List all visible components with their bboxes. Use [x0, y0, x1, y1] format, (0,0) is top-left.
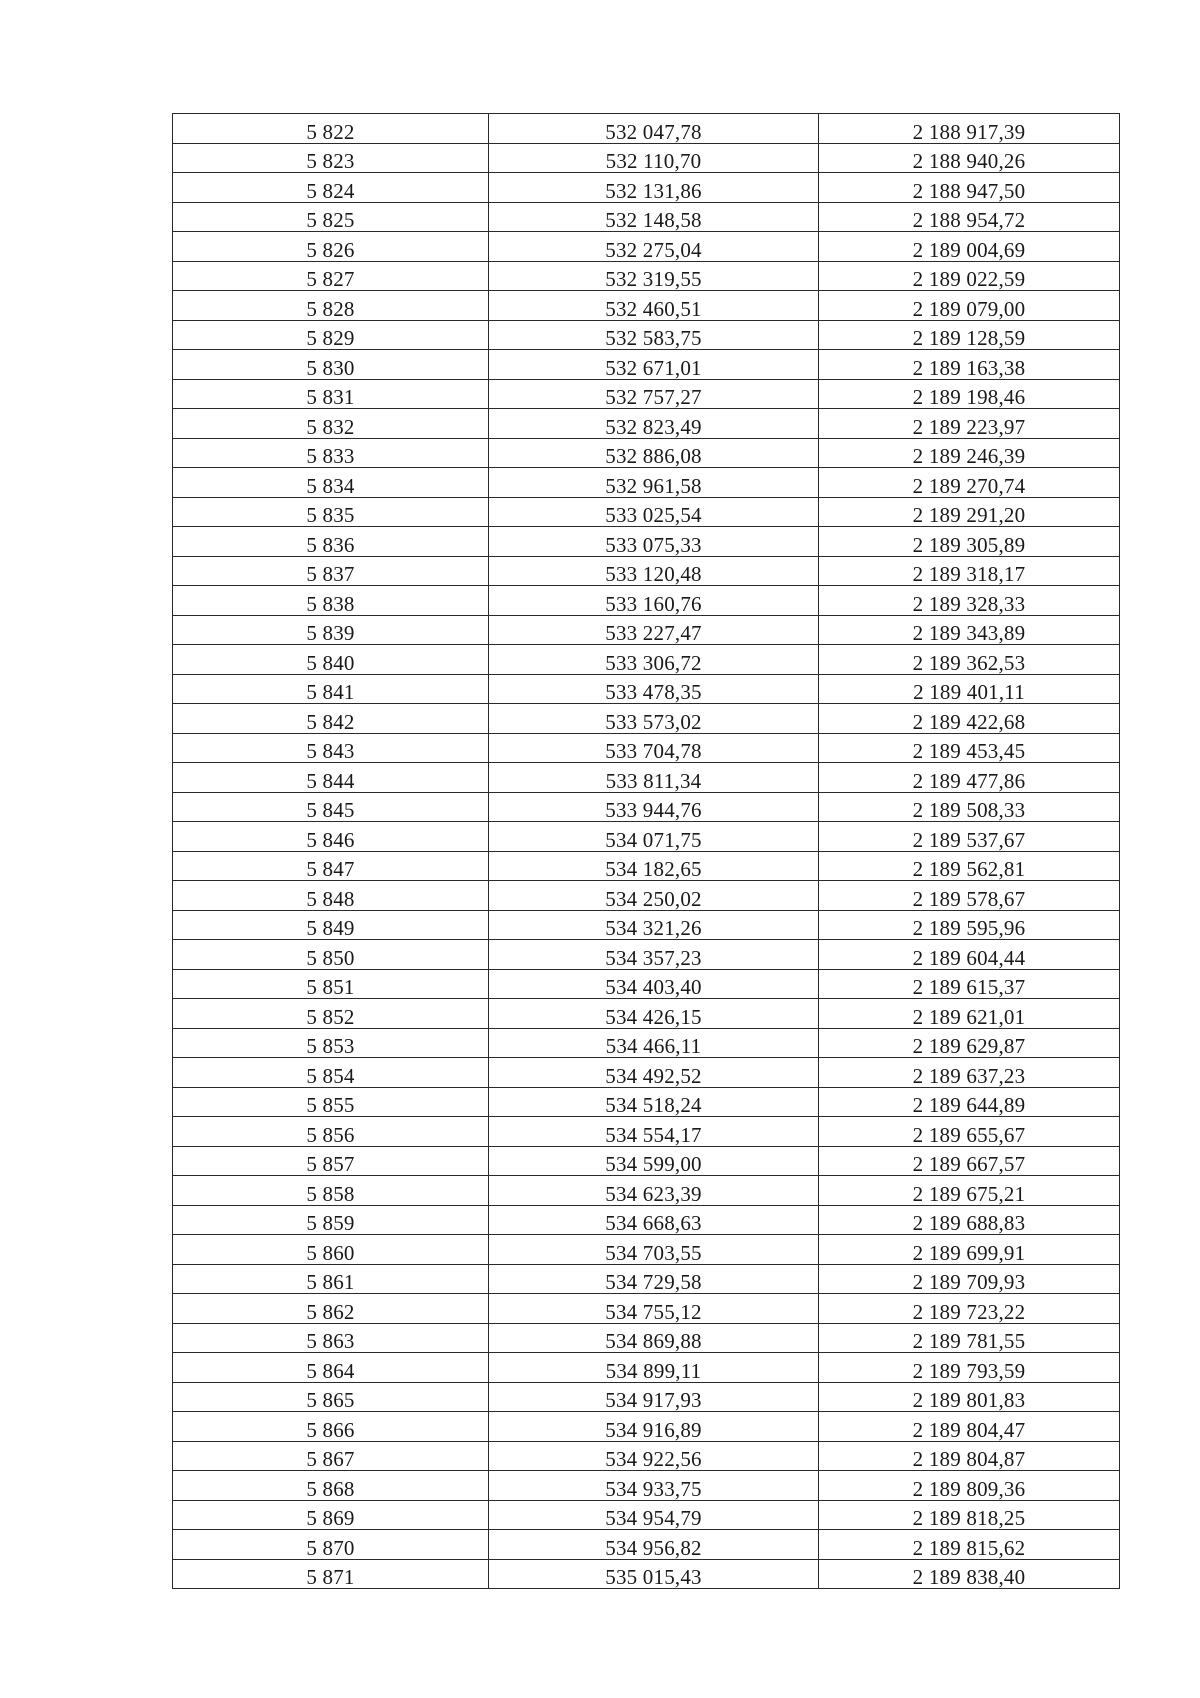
x-coordinate-cell: 534 518,24	[489, 1087, 819, 1117]
table-row	[173, 1382, 1120, 1412]
table-row	[173, 202, 1120, 232]
point-number-cell: 5 822	[173, 114, 489, 144]
x-coordinate-cell: 533 944,76	[489, 792, 819, 822]
point-number-cell: 5 842	[173, 704, 489, 734]
x-coordinate-cell: 534 492,52	[489, 1058, 819, 1088]
table-row	[173, 792, 1120, 822]
x-coordinate-cell: 532 047,78	[489, 114, 819, 144]
point-number-cell: 5 833	[173, 438, 489, 468]
x-coordinate-cell: 534 403,40	[489, 969, 819, 999]
table-row	[173, 1235, 1120, 1265]
point-number-cell: 5 870	[173, 1530, 489, 1560]
point-number-cell: 5 828	[173, 291, 489, 321]
table-row	[173, 674, 1120, 704]
y-coordinate-cell: 2 189 422,68	[819, 704, 1120, 734]
x-coordinate-cell: 534 357,23	[489, 940, 819, 970]
point-number-cell: 5 852	[173, 999, 489, 1029]
y-coordinate-cell: 2 189 270,74	[819, 468, 1120, 498]
point-number-cell: 5 837	[173, 556, 489, 586]
table-row	[173, 1058, 1120, 1088]
table-row	[173, 910, 1120, 940]
y-coordinate-cell: 2 189 578,67	[819, 881, 1120, 911]
table-row	[173, 733, 1120, 763]
y-coordinate-cell: 2 189 709,93	[819, 1264, 1120, 1294]
table-row	[173, 763, 1120, 793]
table-row	[173, 350, 1120, 380]
table-row	[173, 173, 1120, 203]
y-coordinate-cell: 2 189 198,46	[819, 379, 1120, 409]
table-row	[173, 409, 1120, 439]
table-row	[173, 379, 1120, 409]
y-coordinate-cell: 2 189 328,33	[819, 586, 1120, 616]
x-coordinate-cell: 532 961,58	[489, 468, 819, 498]
point-number-cell: 5 848	[173, 881, 489, 911]
y-coordinate-cell: 2 189 537,67	[819, 822, 1120, 852]
y-coordinate-cell: 2 189 318,17	[819, 556, 1120, 586]
point-number-cell: 5 851	[173, 969, 489, 999]
table-row	[173, 1264, 1120, 1294]
x-coordinate-cell: 533 704,78	[489, 733, 819, 763]
point-number-cell: 5 841	[173, 674, 489, 704]
table-row	[173, 291, 1120, 321]
y-coordinate-cell: 2 189 343,89	[819, 615, 1120, 645]
x-coordinate-cell: 534 466,11	[489, 1028, 819, 1058]
point-number-cell: 5 863	[173, 1323, 489, 1353]
y-coordinate-cell: 2 189 804,87	[819, 1441, 1120, 1471]
table-row	[173, 1441, 1120, 1471]
x-coordinate-cell: 534 933,75	[489, 1471, 819, 1501]
table-row	[173, 232, 1120, 262]
point-number-cell: 5 861	[173, 1264, 489, 1294]
y-coordinate-cell: 2 189 022,59	[819, 261, 1120, 291]
table-row	[173, 497, 1120, 527]
x-coordinate-cell: 534 426,15	[489, 999, 819, 1029]
point-number-cell: 5 827	[173, 261, 489, 291]
table-row	[173, 1559, 1120, 1589]
y-coordinate-cell: 2 189 838,40	[819, 1559, 1120, 1589]
x-coordinate-cell: 532 148,58	[489, 202, 819, 232]
coordinates-table-body	[173, 114, 1120, 1589]
y-coordinate-cell: 2 189 793,59	[819, 1353, 1120, 1383]
table-row	[173, 1117, 1120, 1147]
table-row	[173, 1205, 1120, 1235]
y-coordinate-cell: 2 188 954,72	[819, 202, 1120, 232]
table-row	[173, 1353, 1120, 1383]
point-number-cell: 5 835	[173, 497, 489, 527]
table-row	[173, 527, 1120, 557]
table-row	[173, 940, 1120, 970]
table-row	[173, 468, 1120, 498]
y-coordinate-cell: 2 189 604,44	[819, 940, 1120, 970]
x-coordinate-cell: 535 015,43	[489, 1559, 819, 1589]
point-number-cell: 5 849	[173, 910, 489, 940]
table-row	[173, 1500, 1120, 1530]
y-coordinate-cell: 2 189 809,36	[819, 1471, 1120, 1501]
point-number-cell: 5 824	[173, 173, 489, 203]
x-coordinate-cell: 534 599,00	[489, 1146, 819, 1176]
x-coordinate-cell: 534 869,88	[489, 1323, 819, 1353]
x-coordinate-cell: 532 131,86	[489, 173, 819, 203]
y-coordinate-cell: 2 189 644,89	[819, 1087, 1120, 1117]
y-coordinate-cell: 2 189 688,83	[819, 1205, 1120, 1235]
x-coordinate-cell: 534 954,79	[489, 1500, 819, 1530]
x-coordinate-cell: 533 227,47	[489, 615, 819, 645]
point-number-cell: 5 850	[173, 940, 489, 970]
x-coordinate-cell: 534 668,63	[489, 1205, 819, 1235]
y-coordinate-cell: 2 188 917,39	[819, 114, 1120, 144]
y-coordinate-cell: 2 189 667,57	[819, 1146, 1120, 1176]
table-row	[173, 645, 1120, 675]
x-coordinate-cell: 533 025,54	[489, 497, 819, 527]
y-coordinate-cell: 2 189 401,11	[819, 674, 1120, 704]
y-coordinate-cell: 2 189 562,81	[819, 851, 1120, 881]
x-coordinate-cell: 534 755,12	[489, 1294, 819, 1324]
y-coordinate-cell: 2 189 629,87	[819, 1028, 1120, 1058]
table-row	[173, 114, 1120, 144]
x-coordinate-cell: 533 120,48	[489, 556, 819, 586]
y-coordinate-cell: 2 189 655,67	[819, 1117, 1120, 1147]
point-number-cell: 5 865	[173, 1382, 489, 1412]
table-row	[173, 1323, 1120, 1353]
y-coordinate-cell: 2 189 818,25	[819, 1500, 1120, 1530]
table-row	[173, 1146, 1120, 1176]
y-coordinate-cell: 2 189 621,01	[819, 999, 1120, 1029]
table-row	[173, 1294, 1120, 1324]
point-number-cell: 5 853	[173, 1028, 489, 1058]
x-coordinate-cell: 533 573,02	[489, 704, 819, 734]
point-number-cell: 5 856	[173, 1117, 489, 1147]
table-row	[173, 999, 1120, 1029]
coordinates-table	[172, 113, 1120, 1589]
table-row	[173, 1412, 1120, 1442]
point-number-cell: 5 838	[173, 586, 489, 616]
table-row	[173, 615, 1120, 645]
table-row	[173, 704, 1120, 734]
table-row	[173, 261, 1120, 291]
x-coordinate-cell: 534 729,58	[489, 1264, 819, 1294]
x-coordinate-cell: 533 306,72	[489, 645, 819, 675]
y-coordinate-cell: 2 189 246,39	[819, 438, 1120, 468]
x-coordinate-cell: 532 275,04	[489, 232, 819, 262]
point-number-cell: 5 834	[173, 468, 489, 498]
y-coordinate-cell: 2 189 699,91	[819, 1235, 1120, 1265]
x-coordinate-cell: 534 321,26	[489, 910, 819, 940]
y-coordinate-cell: 2 189 004,69	[819, 232, 1120, 262]
y-coordinate-cell: 2 189 079,00	[819, 291, 1120, 321]
y-coordinate-cell: 2 189 595,96	[819, 910, 1120, 940]
x-coordinate-cell: 534 623,39	[489, 1176, 819, 1206]
y-coordinate-cell: 2 188 947,50	[819, 173, 1120, 203]
y-coordinate-cell: 2 189 291,20	[819, 497, 1120, 527]
table-row	[173, 1530, 1120, 1560]
table-row	[173, 1471, 1120, 1501]
x-coordinate-cell: 532 671,01	[489, 350, 819, 380]
point-number-cell: 5 830	[173, 350, 489, 380]
x-coordinate-cell: 534 922,56	[489, 1441, 819, 1471]
point-number-cell: 5 857	[173, 1146, 489, 1176]
point-number-cell: 5 858	[173, 1176, 489, 1206]
point-number-cell: 5 832	[173, 409, 489, 439]
point-number-cell: 5 845	[173, 792, 489, 822]
point-number-cell: 5 844	[173, 763, 489, 793]
table-row	[173, 851, 1120, 881]
x-coordinate-cell: 534 554,17	[489, 1117, 819, 1147]
x-coordinate-cell: 532 823,49	[489, 409, 819, 439]
x-coordinate-cell: 534 182,65	[489, 851, 819, 881]
point-number-cell: 5 823	[173, 143, 489, 173]
x-coordinate-cell: 532 886,08	[489, 438, 819, 468]
y-coordinate-cell: 2 189 804,47	[819, 1412, 1120, 1442]
x-coordinate-cell: 534 916,89	[489, 1412, 819, 1442]
x-coordinate-cell: 533 811,34	[489, 763, 819, 793]
point-number-cell: 5 846	[173, 822, 489, 852]
point-number-cell: 5 836	[173, 527, 489, 557]
point-number-cell: 5 867	[173, 1441, 489, 1471]
point-number-cell: 5 866	[173, 1412, 489, 1442]
point-number-cell: 5 854	[173, 1058, 489, 1088]
point-number-cell: 5 868	[173, 1471, 489, 1501]
x-coordinate-cell: 534 703,55	[489, 1235, 819, 1265]
point-number-cell: 5 869	[173, 1500, 489, 1530]
point-number-cell: 5 860	[173, 1235, 489, 1265]
x-coordinate-cell: 532 583,75	[489, 320, 819, 350]
y-coordinate-cell: 2 189 305,89	[819, 527, 1120, 557]
y-coordinate-cell: 2 189 801,83	[819, 1382, 1120, 1412]
x-coordinate-cell: 532 110,70	[489, 143, 819, 173]
table-row	[173, 881, 1120, 911]
point-number-cell: 5 825	[173, 202, 489, 232]
table-row	[173, 438, 1120, 468]
y-coordinate-cell: 2 189 815,62	[819, 1530, 1120, 1560]
y-coordinate-cell: 2 189 723,22	[819, 1294, 1120, 1324]
y-coordinate-cell: 2 189 477,86	[819, 763, 1120, 793]
table-row	[173, 143, 1120, 173]
x-coordinate-cell: 534 956,82	[489, 1530, 819, 1560]
x-coordinate-cell: 533 478,35	[489, 674, 819, 704]
x-coordinate-cell: 533 160,76	[489, 586, 819, 616]
table-row	[173, 556, 1120, 586]
point-number-cell: 5 829	[173, 320, 489, 350]
x-coordinate-cell: 532 319,55	[489, 261, 819, 291]
x-coordinate-cell: 534 250,02	[489, 881, 819, 911]
point-number-cell: 5 826	[173, 232, 489, 262]
point-number-cell: 5 847	[173, 851, 489, 881]
point-number-cell: 5 855	[173, 1087, 489, 1117]
y-coordinate-cell: 2 189 675,21	[819, 1176, 1120, 1206]
table-row	[173, 822, 1120, 852]
x-coordinate-cell: 533 075,33	[489, 527, 819, 557]
table-row	[173, 969, 1120, 999]
table-row	[173, 1176, 1120, 1206]
y-coordinate-cell: 2 189 128,59	[819, 320, 1120, 350]
table-row	[173, 586, 1120, 616]
x-coordinate-cell: 534 071,75	[489, 822, 819, 852]
table-row	[173, 320, 1120, 350]
x-coordinate-cell: 532 460,51	[489, 291, 819, 321]
y-coordinate-cell: 2 189 781,55	[819, 1323, 1120, 1353]
y-coordinate-cell: 2 189 362,53	[819, 645, 1120, 675]
x-coordinate-cell: 532 757,27	[489, 379, 819, 409]
y-coordinate-cell: 2 189 163,38	[819, 350, 1120, 380]
point-number-cell: 5 831	[173, 379, 489, 409]
table-row	[173, 1028, 1120, 1058]
point-number-cell: 5 862	[173, 1294, 489, 1324]
point-number-cell: 5 871	[173, 1559, 489, 1589]
point-number-cell: 5 859	[173, 1205, 489, 1235]
table-row	[173, 1087, 1120, 1117]
y-coordinate-cell: 2 188 940,26	[819, 143, 1120, 173]
y-coordinate-cell: 2 189 223,97	[819, 409, 1120, 439]
y-coordinate-cell: 2 189 637,23	[819, 1058, 1120, 1088]
x-coordinate-cell: 534 917,93	[489, 1382, 819, 1412]
y-coordinate-cell: 2 189 453,45	[819, 733, 1120, 763]
point-number-cell: 5 864	[173, 1353, 489, 1383]
point-number-cell: 5 839	[173, 615, 489, 645]
y-coordinate-cell: 2 189 508,33	[819, 792, 1120, 822]
point-number-cell: 5 843	[173, 733, 489, 763]
point-number-cell: 5 840	[173, 645, 489, 675]
x-coordinate-cell: 534 899,11	[489, 1353, 819, 1383]
y-coordinate-cell: 2 189 615,37	[819, 969, 1120, 999]
